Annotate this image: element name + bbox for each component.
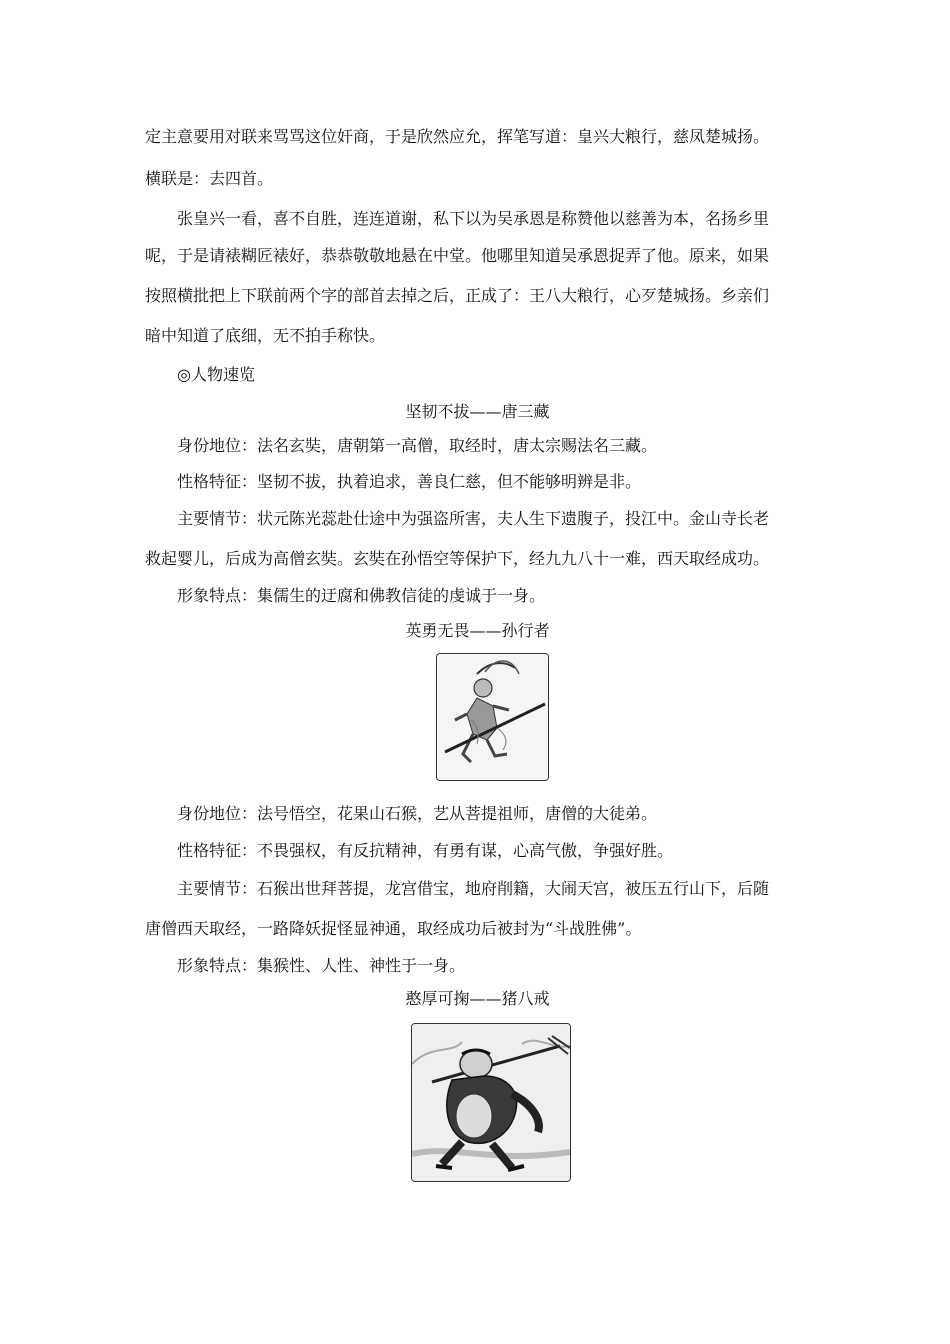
paragraph-line: 定主意要用对联来骂骂这位奸商，于是欣然应允，挥笔写道：皇兴大粮行，慈凤楚城扬。: [145, 128, 770, 146]
paragraph-line: 主要情节：石猴出世拜菩提，龙宫借宝，地府削籍，大闹天宫，被压五行山下，后随: [177, 880, 770, 898]
paragraph-line: 横联是：去四首。: [145, 170, 274, 188]
zhu-bajie-illustration: [411, 1023, 571, 1182]
paragraph-line: 唐僧西天取经，一路降妖捉怪显神通，取经成功后被封为“斗战胜佛”。: [145, 920, 642, 938]
paragraph-line: 张皇兴一看，喜不自胜，连连道谢，私下以为吴承恩是称赞他以慈善为本，名扬乡里: [177, 210, 770, 228]
paragraph-line: 按照横批把上下联前两个字的部首去掉之后，正成了：王八大粮行，心歹楚城扬。乡亲们: [145, 287, 770, 305]
sun-wukong-illustration: [436, 653, 549, 781]
section-heading: ◎人物速览: [177, 366, 255, 384]
paragraph-line: 身份地位：法名玄奘，唐朝第一高僧，取经时，唐太宗赐法名三藏。: [177, 437, 658, 455]
paragraph-line: 形象特点：集儒生的迂腐和佛教信徒的虔诚于一身。: [177, 587, 546, 605]
character-title: 憨厚可掬——猪八戒: [405, 990, 550, 1008]
paragraph-line: 身份地位：法号悟空，花果山石猴，艺从菩提祖师，唐僧的大徒弟。: [177, 805, 658, 823]
paragraph-line: 形象特点：集猴性、人性、神性于一身。: [177, 957, 466, 975]
paragraph-line: 救起婴儿，后成为高僧玄奘。玄奘在孙悟空等保护下，经九九八十一难，西天取经成功。: [145, 550, 770, 568]
paragraph-line: 性格特征：不畏强权，有反抗精神，有勇有谋，心高气傲，争强好胜。: [177, 842, 674, 860]
pigsy-figure-icon: [412, 1024, 570, 1181]
paragraph-line: 呢，于是请裱糊匠裱好，恭恭敬敬地悬在中堂。他哪里知道吴承恩捉弄了他。原来，如果: [145, 247, 770, 265]
character-title: 坚韧不拔——唐三藏: [405, 403, 550, 421]
monkey-king-figure-icon: [437, 654, 548, 780]
character-title: 英勇无畏——孙行者: [405, 622, 550, 640]
paragraph-line: 性格特征：坚韧不拔，执着追求，善良仁慈，但不能够明辨是非。: [177, 473, 642, 491]
paragraph-line: 主要情节：状元陈光蕊赴仕途中为强盗所害，夫人生下遗腹子，投江中。金山寺长老: [177, 510, 770, 528]
paragraph-line: 暗中知道了底细，无不拍手称快。: [145, 327, 386, 345]
